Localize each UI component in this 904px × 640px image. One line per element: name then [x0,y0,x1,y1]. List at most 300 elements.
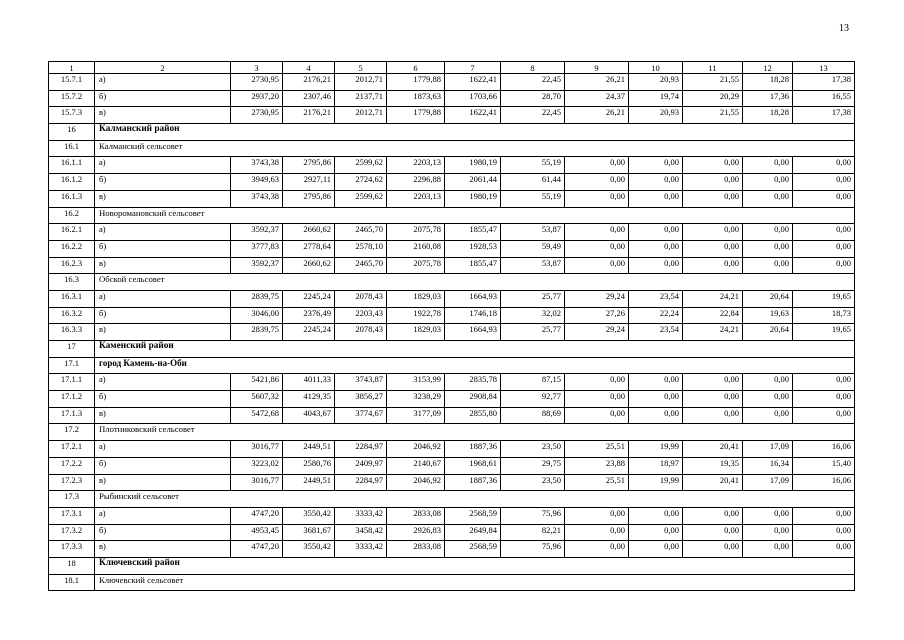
value-cell: 5421,86 [231,374,283,391]
value-cell: 20,93 [629,74,683,91]
value-cell: 1887,36 [445,441,501,458]
value-cell: 2284,97 [335,474,387,491]
value-cell: 3949,63 [231,174,283,191]
row-option-label: в) [95,474,231,491]
value-cell: 0,00 [683,541,743,558]
value-cell: 1980,19 [445,190,501,207]
value-cell: 55,19 [501,190,565,207]
value-cell: 0,00 [683,157,743,174]
value-cell: 1746,18 [445,307,501,324]
row-option-label: б) [95,240,231,257]
value-cell: 2307,46 [283,90,335,107]
value-cell: 3550,42 [283,541,335,558]
row-code: 18.1 [49,574,95,591]
value-cell: 3333,42 [335,507,387,524]
value-cell: 2778,64 [283,240,335,257]
value-cell: 0,00 [565,524,629,541]
value-cell: 3016,77 [231,441,283,458]
section-title: Новоромановский сельсовет [95,207,855,224]
section-title: Плотниковский сельсовет [95,424,855,441]
value-cell: 17,09 [743,441,793,458]
value-cell: 0,00 [683,190,743,207]
row-option-label: а) [95,507,231,524]
value-cell: 3774,67 [335,407,387,424]
value-cell: 2176,21 [283,107,335,124]
table-row [49,541,855,558]
value-cell: 0,00 [629,541,683,558]
value-cell: 25,77 [501,290,565,307]
value-cell: 19,99 [629,474,683,491]
value-cell: 2012,71 [335,74,387,91]
row-option-label: в) [95,407,231,424]
row-code: 15.7.2 [49,90,95,107]
section-heading-row [49,274,855,291]
section-title: Ключевский сельсовет [95,574,855,591]
value-cell: 2724,62 [335,174,387,191]
value-cell: 26,21 [565,74,629,91]
value-cell: 1622,41 [445,107,501,124]
value-cell: 20,64 [743,290,793,307]
value-cell: 2649,84 [445,524,501,541]
value-cell: 3550,42 [283,507,335,524]
value-cell: 23,88 [565,457,629,474]
value-cell: 2409,97 [335,457,387,474]
value-cell: 0,00 [629,157,683,174]
value-cell: 88,69 [501,407,565,424]
value-cell: 1829,03 [387,290,445,307]
value-cell: 27,26 [565,307,629,324]
value-cell: 2599,62 [335,190,387,207]
row-option-label: б) [95,391,231,408]
value-cell: 1928,53 [445,240,501,257]
value-cell: 0,00 [629,240,683,257]
value-cell: 18,97 [629,457,683,474]
row-code: 16.3 [49,274,95,291]
row-option-label: в) [95,541,231,558]
table-row [49,407,855,424]
column-header: 6 [387,62,445,74]
column-header: 9 [565,62,629,74]
row-option-label: а) [95,374,231,391]
section-heading-row [49,357,855,374]
value-cell: 2833,08 [387,507,445,524]
value-cell: 25,51 [565,474,629,491]
value-cell: 23,54 [629,290,683,307]
value-cell: 0,00 [565,174,629,191]
value-cell: 3743,38 [231,190,283,207]
value-cell: 1873,63 [387,90,445,107]
table-row [49,290,855,307]
value-cell: 4129,35 [283,391,335,408]
row-code: 17.1.2 [49,391,95,408]
value-cell: 1887,36 [445,474,501,491]
value-cell: 0,00 [743,374,793,391]
row-code: 15.7.1 [49,74,95,91]
table-row [49,190,855,207]
value-cell: 2730,95 [231,74,283,91]
value-cell: 2926,83 [387,524,445,541]
value-cell: 29,24 [565,324,629,341]
value-cell: 19,99 [629,441,683,458]
value-cell: 20,41 [683,441,743,458]
section-title: Обской сельсовет [95,274,855,291]
district-title: Каменский район [95,341,855,358]
row-option-label: б) [95,307,231,324]
value-cell: 1664,93 [445,324,501,341]
value-cell: 20,93 [629,107,683,124]
value-cell: 23,54 [629,324,683,341]
value-cell: 3223,02 [231,457,283,474]
value-cell: 2855,80 [445,407,501,424]
section-heading-row [49,424,855,441]
value-cell: 75,96 [501,507,565,524]
value-cell: 2075,78 [387,257,445,274]
value-cell: 26,21 [565,107,629,124]
row-code: 16.2.2 [49,240,95,257]
value-cell: 0,00 [793,257,855,274]
value-cell: 2449,51 [283,474,335,491]
value-cell: 0,00 [793,190,855,207]
value-cell: 0,00 [629,507,683,524]
value-cell: 2203,43 [335,307,387,324]
value-cell: 0,00 [793,524,855,541]
value-cell: 0,00 [743,524,793,541]
value-cell: 2833,08 [387,541,445,558]
section-heading-row [49,140,855,157]
value-cell: 2839,75 [231,290,283,307]
value-cell: 23,50 [501,441,565,458]
column-header: 4 [283,62,335,74]
value-cell: 3777,83 [231,240,283,257]
row-option-label: а) [95,157,231,174]
table-row [49,374,855,391]
value-cell: 2296,88 [387,174,445,191]
value-cell: 2465,70 [335,257,387,274]
value-cell: 17,38 [793,107,855,124]
value-cell: 0,00 [793,541,855,558]
value-cell: 25,77 [501,324,565,341]
value-cell: 2245,24 [283,324,335,341]
row-code: 17.1 [49,357,95,374]
value-cell: 0,00 [683,174,743,191]
section-title: город Камень-на-Оби [95,357,855,374]
value-cell: 15,40 [793,457,855,474]
value-cell: 3177,09 [387,407,445,424]
value-cell: 2839,75 [231,324,283,341]
value-cell: 0,00 [565,240,629,257]
value-cell: 0,00 [565,224,629,241]
value-cell: 23,50 [501,474,565,491]
value-cell: 2012,71 [335,107,387,124]
value-cell: 0,00 [683,257,743,274]
row-option-label: б) [95,90,231,107]
table-row [49,107,855,124]
section-heading-row [49,207,855,224]
row-code: 17.2.1 [49,441,95,458]
row-code: 16.3.2 [49,307,95,324]
value-cell: 3592,37 [231,257,283,274]
value-cell: 2203,13 [387,190,445,207]
row-code: 17 [49,341,95,358]
value-cell: 2568,59 [445,507,501,524]
value-cell: 2046,92 [387,441,445,458]
value-cell: 24,37 [565,90,629,107]
value-cell: 21,55 [683,74,743,91]
row-code: 16.1.3 [49,190,95,207]
section-heading-row [49,574,855,591]
value-cell: 2835,78 [445,374,501,391]
table-row [49,174,855,191]
table-row [49,457,855,474]
value-cell: 1980,19 [445,157,501,174]
row-code: 16.2.3 [49,257,95,274]
row-code: 17.1.1 [49,374,95,391]
section-title: Калманский сельсовет [95,140,855,157]
column-header: 2 [95,62,231,74]
value-cell: 1855,47 [445,224,501,241]
value-cell: 55,19 [501,157,565,174]
value-cell: 2580,76 [283,457,335,474]
district-title: Ключевский район [95,557,855,574]
row-code: 17.3 [49,491,95,508]
row-option-label: а) [95,441,231,458]
value-cell: 0,00 [743,240,793,257]
value-cell: 0,00 [629,407,683,424]
value-cell: 0,00 [743,541,793,558]
district-heading-row [49,124,855,141]
value-cell: 2660,62 [283,257,335,274]
value-cell: 4747,20 [231,541,283,558]
value-cell: 2078,43 [335,324,387,341]
value-cell: 1664,93 [445,290,501,307]
section-title: Рыбинский сельсовет [95,491,855,508]
value-cell: 20,64 [743,324,793,341]
value-cell: 2376,49 [283,307,335,324]
value-cell: 19,74 [629,90,683,107]
row-code: 17.2 [49,424,95,441]
value-cell: 16,06 [793,441,855,458]
value-cell: 0,00 [793,174,855,191]
row-code: 16 [49,124,95,141]
row-code: 17.3.1 [49,507,95,524]
value-cell: 0,00 [743,190,793,207]
value-cell: 2568,59 [445,541,501,558]
value-cell: 53,87 [501,224,565,241]
value-cell: 0,00 [793,507,855,524]
value-cell: 18,28 [743,107,793,124]
value-cell: 5472,68 [231,407,283,424]
table-row [49,441,855,458]
column-header: 1 [49,62,95,74]
row-option-label: б) [95,524,231,541]
table-row [49,224,855,241]
row-code: 16.1.1 [49,157,95,174]
value-cell: 3592,37 [231,224,283,241]
value-cell: 0,00 [629,374,683,391]
value-cell: 2046,92 [387,474,445,491]
row-code: 16.1.2 [49,174,95,191]
table-header-row [49,62,855,74]
value-cell: 0,00 [743,391,793,408]
row-code: 16.3.3 [49,324,95,341]
row-code: 17.3.3 [49,541,95,558]
value-cell: 2795,86 [283,157,335,174]
value-cell: 19,65 [793,324,855,341]
value-cell: 0,00 [565,257,629,274]
value-cell: 2449,51 [283,441,335,458]
value-cell: 24,21 [683,290,743,307]
value-cell: 1779,88 [387,107,445,124]
value-cell: 3016,77 [231,474,283,491]
table-body [49,62,855,591]
value-cell: 22,24 [629,307,683,324]
value-cell: 59,49 [501,240,565,257]
row-option-label: б) [95,457,231,474]
value-cell: 1779,88 [387,74,445,91]
row-code: 16.2.1 [49,224,95,241]
value-cell: 2908,84 [445,391,501,408]
value-cell: 2795,86 [283,190,335,207]
value-cell: 0,00 [683,507,743,524]
value-cell: 0,00 [565,541,629,558]
value-cell: 3238,29 [387,391,445,408]
value-cell: 2137,71 [335,90,387,107]
value-cell: 0,00 [629,257,683,274]
value-cell: 18,28 [743,74,793,91]
value-cell: 5607,32 [231,391,283,408]
value-cell: 2465,70 [335,224,387,241]
value-cell: 2078,43 [335,290,387,307]
value-cell: 2599,62 [335,157,387,174]
row-code: 17.1.3 [49,407,95,424]
value-cell: 0,00 [743,174,793,191]
value-cell: 0,00 [793,407,855,424]
table-row [49,90,855,107]
column-header: 8 [501,62,565,74]
row-code: 16.1 [49,140,95,157]
value-cell: 53,87 [501,257,565,274]
value-cell: 25,51 [565,441,629,458]
value-cell: 3153,99 [387,374,445,391]
value-cell: 2140,67 [387,457,445,474]
value-cell: 1922,78 [387,307,445,324]
table-row [49,507,855,524]
value-cell: 20,41 [683,474,743,491]
value-cell: 0,00 [793,224,855,241]
value-cell: 61,44 [501,174,565,191]
value-cell: 1829,03 [387,324,445,341]
value-cell: 2075,78 [387,224,445,241]
row-option-label: в) [95,107,231,124]
value-cell: 2061,44 [445,174,501,191]
row-option-label: в) [95,324,231,341]
value-cell: 1622,41 [445,74,501,91]
value-cell: 32,02 [501,307,565,324]
row-code: 16.3.1 [49,290,95,307]
value-cell: 1855,47 [445,257,501,274]
value-cell: 16,55 [793,90,855,107]
district-title: Калманский район [95,124,855,141]
value-cell: 16,06 [793,474,855,491]
table-row [49,157,855,174]
column-header: 7 [445,62,501,74]
district-heading-row [49,557,855,574]
value-cell: 3681,67 [283,524,335,541]
column-header: 10 [629,62,683,74]
value-cell: 2927,11 [283,174,335,191]
value-cell: 4043,67 [283,407,335,424]
table-row [49,474,855,491]
value-cell: 3743,87 [335,374,387,391]
row-code: 18 [49,557,95,574]
table-row [49,240,855,257]
value-cell: 92,77 [501,391,565,408]
value-cell: 18,73 [793,307,855,324]
value-cell: 1968,61 [445,457,501,474]
value-cell: 2730,95 [231,107,283,124]
column-header: 3 [231,62,283,74]
value-cell: 20,29 [683,90,743,107]
value-cell: 22,45 [501,107,565,124]
value-cell: 16,34 [743,457,793,474]
row-code: 17.2.3 [49,474,95,491]
column-header: 11 [683,62,743,74]
value-cell: 2160,08 [387,240,445,257]
value-cell: 19,35 [683,457,743,474]
value-cell: 0,00 [793,240,855,257]
value-cell: 0,00 [565,157,629,174]
column-header: 5 [335,62,387,74]
value-cell: 0,00 [743,507,793,524]
value-cell: 29,75 [501,457,565,474]
value-cell: 0,00 [565,374,629,391]
tariff-table [48,61,855,591]
table-row [49,74,855,91]
row-code: 17.2.2 [49,457,95,474]
value-cell: 0,00 [565,190,629,207]
value-cell: 0,00 [629,524,683,541]
row-code: 16.2 [49,207,95,224]
column-header: 12 [743,62,793,74]
value-cell: 0,00 [683,224,743,241]
value-cell: 28,70 [501,90,565,107]
value-cell: 4011,33 [283,374,335,391]
value-cell: 2578,10 [335,240,387,257]
row-option-label: а) [95,74,231,91]
value-cell: 0,00 [793,157,855,174]
section-heading-row [49,491,855,508]
value-cell: 17,38 [793,74,855,91]
value-cell: 2284,97 [335,441,387,458]
row-option-label: б) [95,174,231,191]
value-cell: 0,00 [629,391,683,408]
value-cell: 2176,21 [283,74,335,91]
row-code: 17.3.2 [49,524,95,541]
value-cell: 0,00 [629,174,683,191]
value-cell: 0,00 [743,257,793,274]
value-cell: 0,00 [565,391,629,408]
value-cell: 0,00 [629,224,683,241]
value-cell: 0,00 [683,374,743,391]
value-cell: 21,55 [683,107,743,124]
row-option-label: а) [95,224,231,241]
value-cell: 2203,13 [387,157,445,174]
value-cell: 3046,00 [231,307,283,324]
value-cell: 19,63 [743,307,793,324]
table-row [49,257,855,274]
value-cell: 19,65 [793,290,855,307]
value-cell: 3743,38 [231,157,283,174]
